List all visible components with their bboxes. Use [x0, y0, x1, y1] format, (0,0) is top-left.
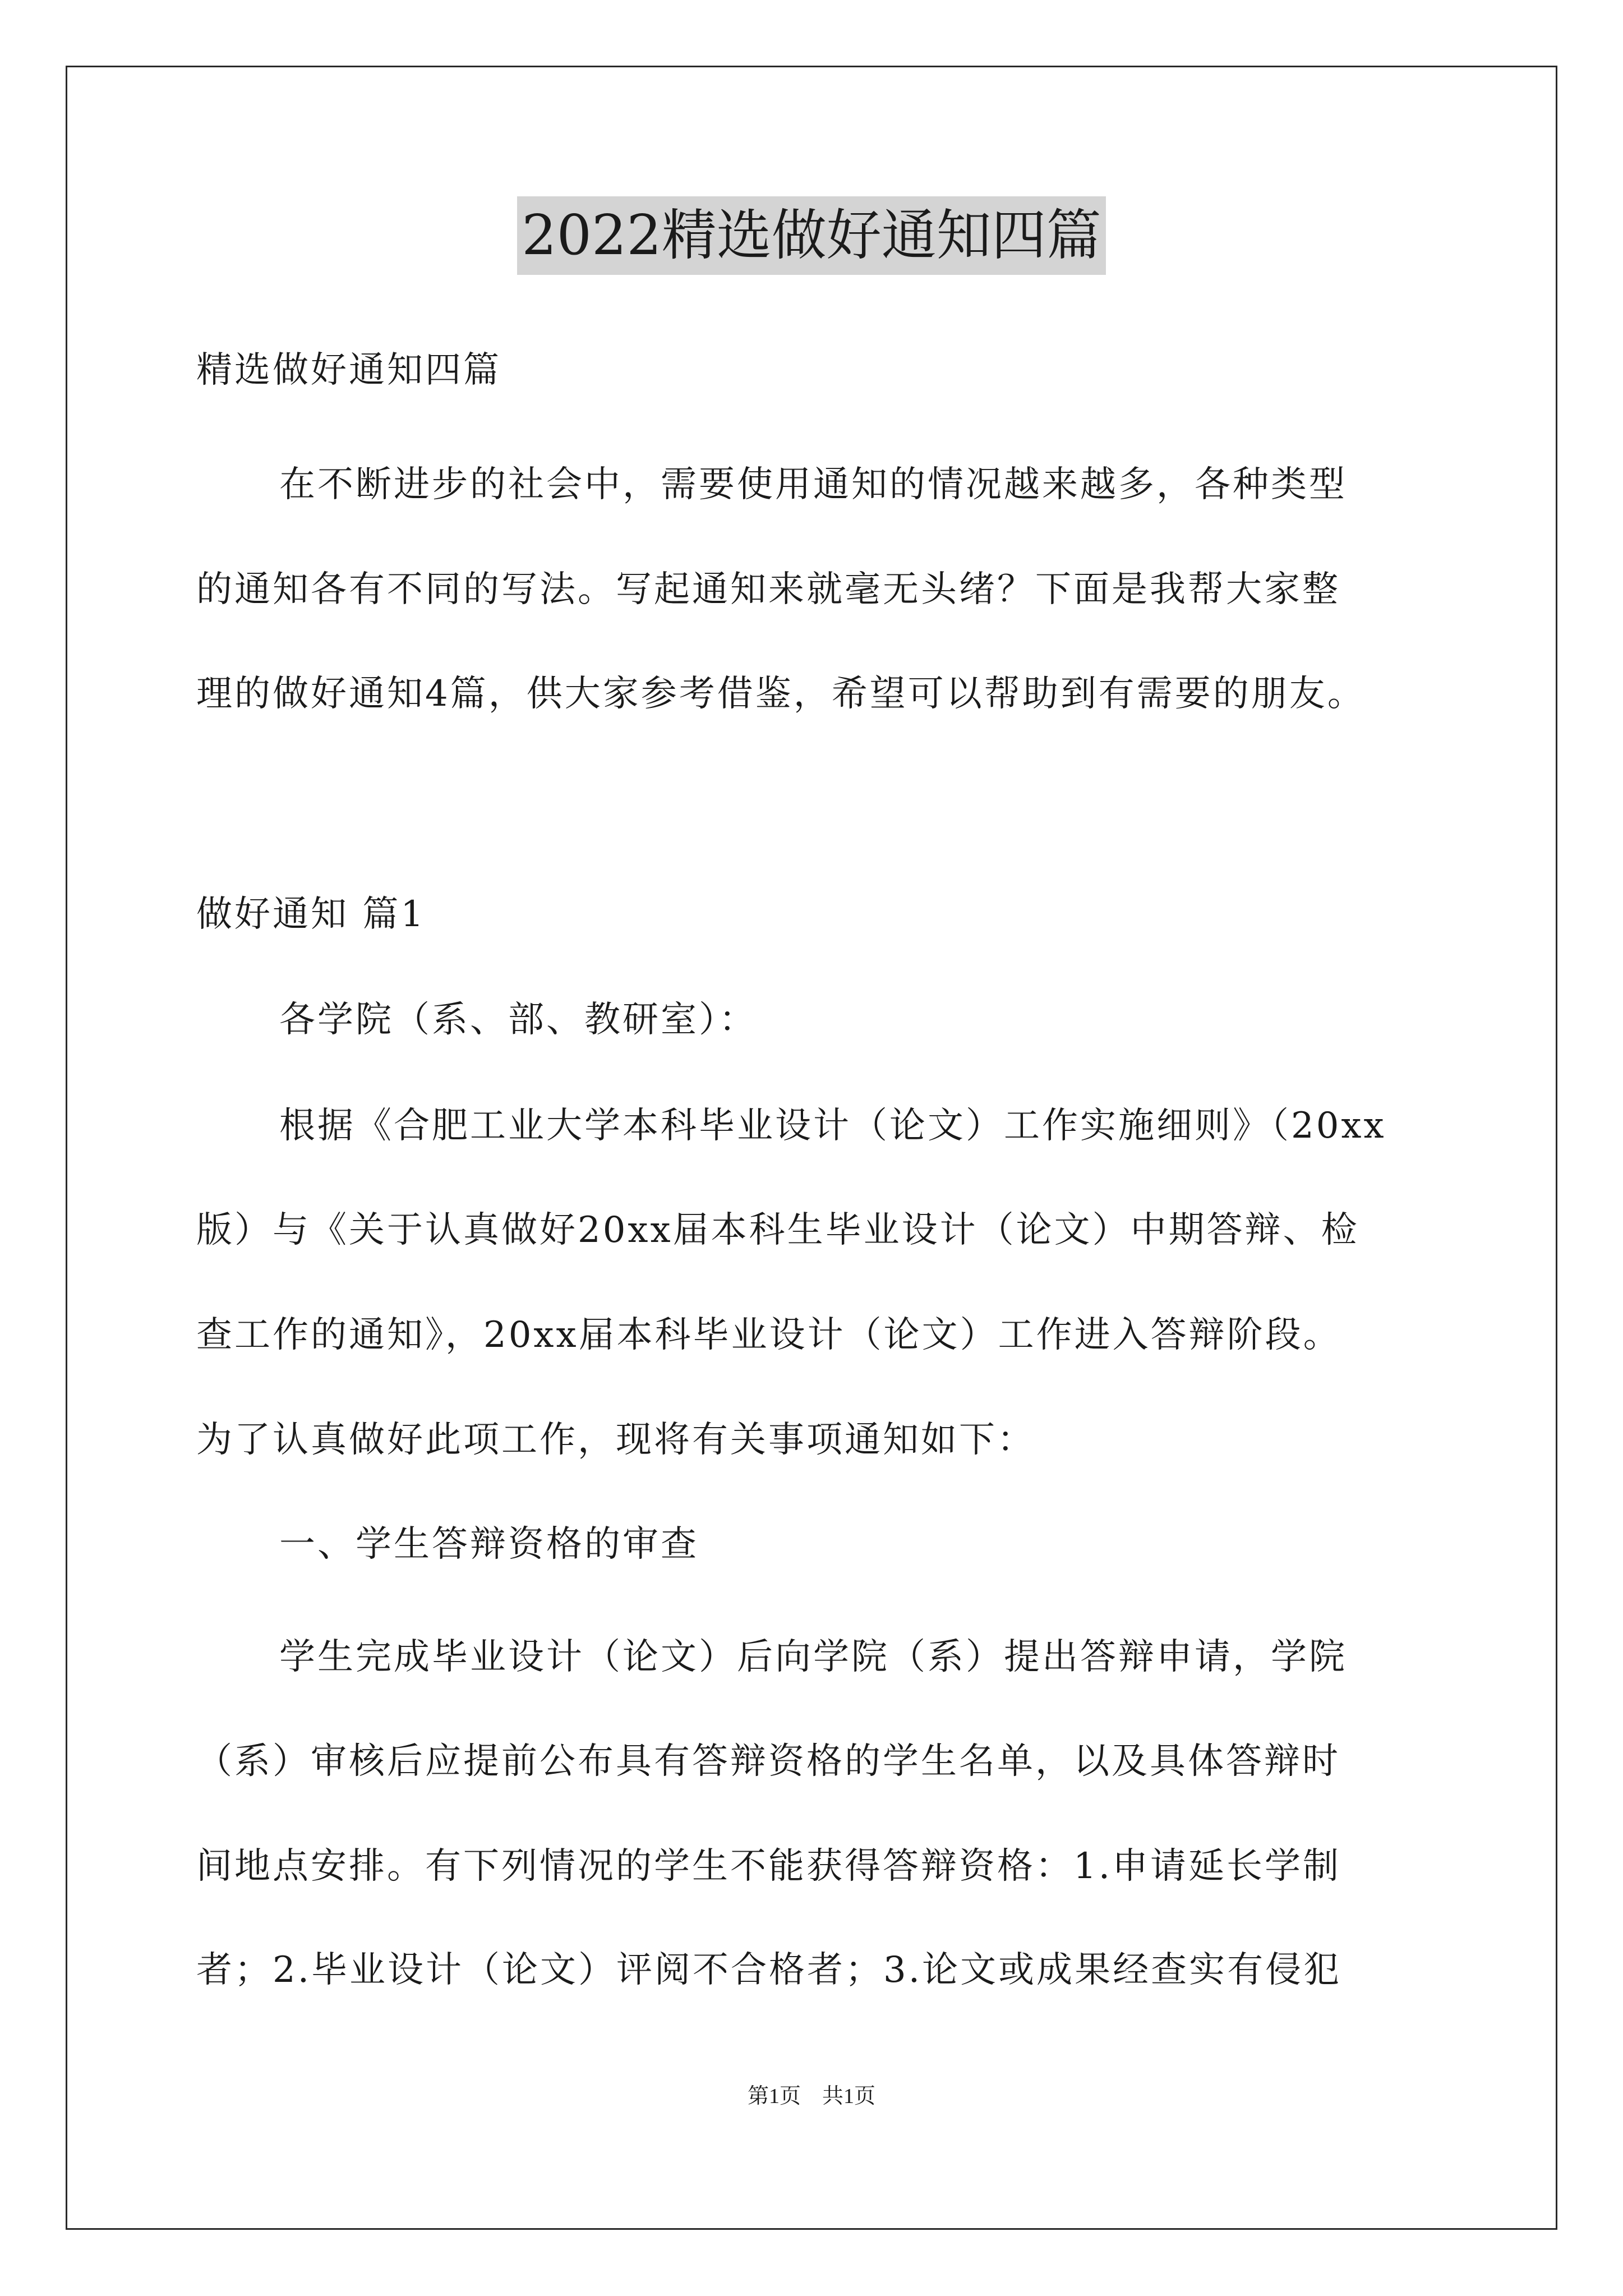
- paragraph-line: 版）与《关于认真做好20xx届本科生毕业设计（论文）中期答辩、检: [196, 1209, 1359, 1251]
- item-heading: 一、学生答辩资格的审查: [279, 1524, 699, 1565]
- paragraph-line: （系）审核后应提前公布具有答辩资格的学生名单，以及具体答辩时: [196, 1741, 1340, 1782]
- paragraph-line: 为了认真做好此项工作，现将有关事项通知如下：: [196, 1419, 1035, 1461]
- intro-line: 理的做好通知4篇，供大家参考借鉴，希望可以帮助到有需要的朋友。: [196, 673, 1366, 715]
- intro-line: 在不断进步的社会中，需要使用通知的情况越来越多，各种类型: [279, 464, 1347, 505]
- title-container: [0, 196, 1623, 275]
- salutation: 各学院（系、部、教研室）：: [279, 999, 757, 1041]
- paragraph-line: 查工作的通知》，20xx届本科毕业设计（论文）工作进入答辩阶段。: [196, 1314, 1341, 1356]
- section-heading: 做好通知 篇1: [196, 894, 426, 935]
- paragraph-line: 间地点安排。有下列情况的学生不能获得答辩资格：1.申请延长学制: [196, 1846, 1341, 1887]
- page-footer: 第1页 共1页: [747, 2085, 875, 2108]
- document-title: 2022精选做好通知四篇: [517, 196, 1105, 275]
- paragraph-line: 根据《合肥工业大学本科毕业设计（论文）工作实施细则》（20xx: [279, 1105, 1386, 1147]
- intro-line: 的通知各有不同的写法。写起通知来就毫无头绪？下面是我帮大家整: [196, 569, 1340, 610]
- paragraph-line: 学生完成毕业设计（论文）后向学院（系）提出答辩申请，学院: [279, 1636, 1347, 1678]
- document-subtitle: 精选做好通知四篇: [196, 349, 501, 391]
- paragraph-line: 者；2.毕业设计（论文）评阅不合格者；3.论文或成果经查实有侵犯: [196, 1949, 1342, 1991]
